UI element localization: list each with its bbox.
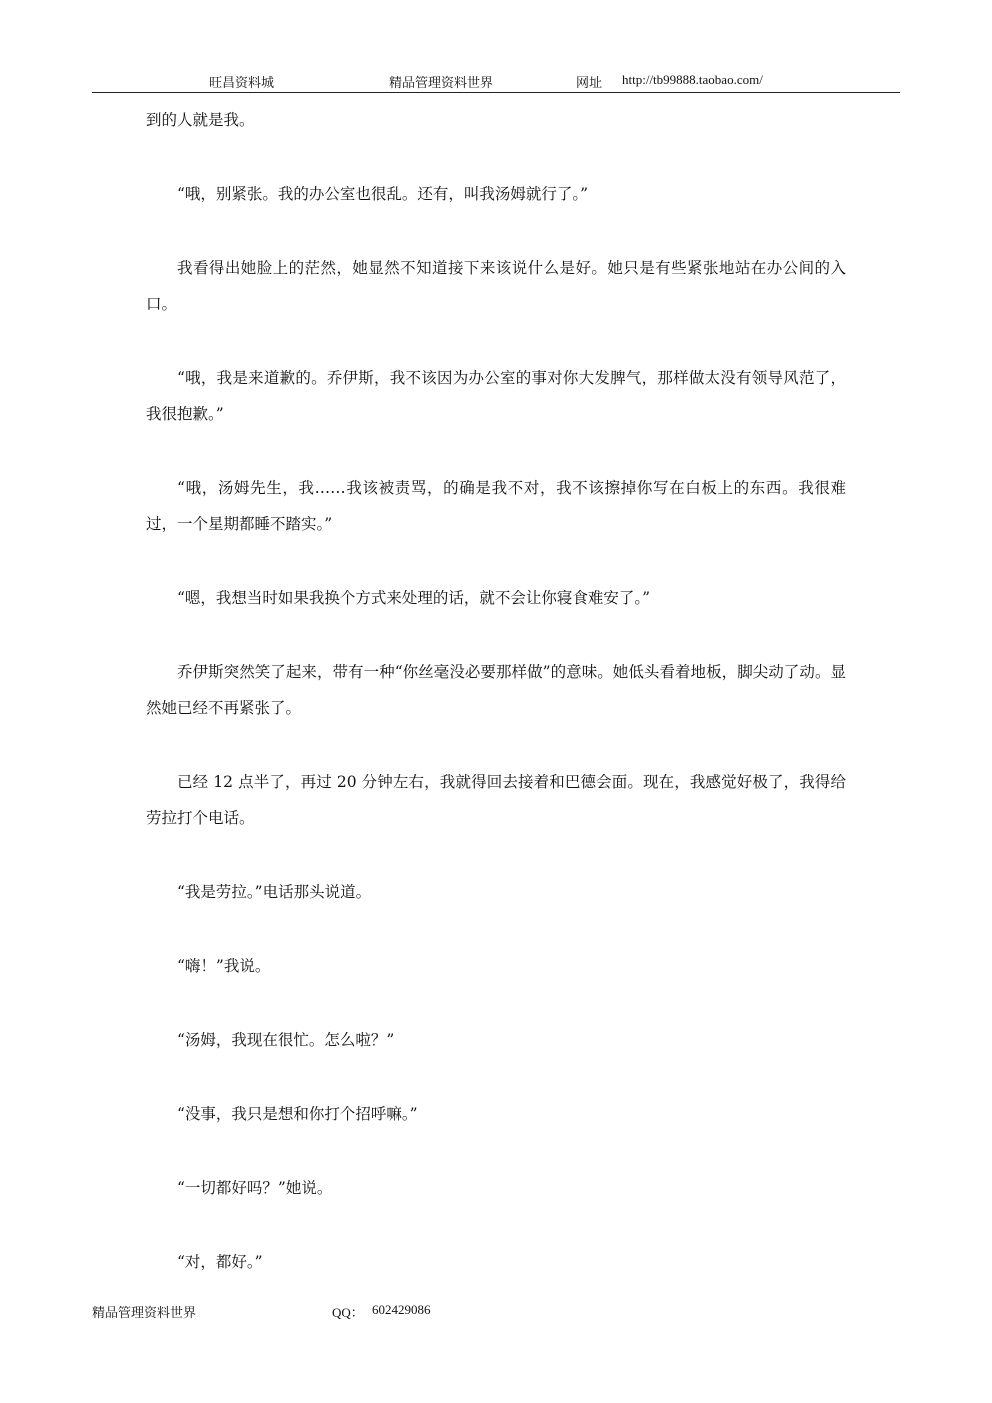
header-url-label: 网址 [576,76,603,91]
paragraph-9: “我是劳拉。”电话那头说道。 [177,883,372,901]
header-url: http://tb99888.taobao.com/ [622,72,763,87]
paragraph-5: “哦，汤姆先生，我……我该被责骂，的确是我不对，我不该擦掉你写在白板上的东西。我很难过，一个星期都睡不踏实。” [146,479,846,533]
paragraph-12: “没事，我只是想和你打个招呼嘛。” [177,1105,418,1123]
paragraph-3: 我看得出她脸上的茫然，她显然不知道接下来该说什么是好。她只是有些紧张地站在办公间的入口。 [146,259,846,313]
footer-qq-label: QQ： [332,1305,364,1320]
document-body [146,102,846,1318]
header-site-name: 旺昌资料城 [209,76,275,91]
paragraph-10: “嗨！”我说。 [177,957,271,975]
paragraph-13: “一切都好吗？”她说。 [177,1179,333,1197]
footer-tagline: 精品管理资料世界 [92,1306,197,1321]
paragraph-6: “嗯，我想当时如果我换个方式来处理的话，就不会让你寝食难安了。” [177,589,651,607]
paragraph-14: “对，都好。” [177,1253,263,1271]
paragraph-7: 乔伊斯突然笑了起来，带有一种“你丝毫没必要那样做”的意味。她低头看着地板，脚尖动了动。显然她已经不再紧张了。 [146,663,846,717]
paragraph-4: “哦，我是来道歉的。乔伊斯，我不该因为办公室的事对你大发脾气，那样做太没有领导风范了，我很抱歉。” [146,369,846,423]
paragraph-2: “哦，别紧张。我的办公室也很乱。还有，叫我汤姆就行了。” [177,185,589,203]
paragraph-8: 已经 12 点半了，再过 20 分钟左右，我就得回去接着和巴德会面。现在，我感觉好极了，我得给劳拉打个电话。 [146,773,846,827]
header-divider [92,92,900,93]
footer-qq-number: 602429086 [372,1302,431,1317]
page-header [92,70,900,92]
header-tagline: 精品管理资料世界 [389,76,494,91]
paragraph-1: 到的人就是我。 [146,111,255,129]
page-footer [92,1302,692,1322]
paragraph-11: “汤姆，我现在很忙。怎么啦？” [177,1031,395,1049]
